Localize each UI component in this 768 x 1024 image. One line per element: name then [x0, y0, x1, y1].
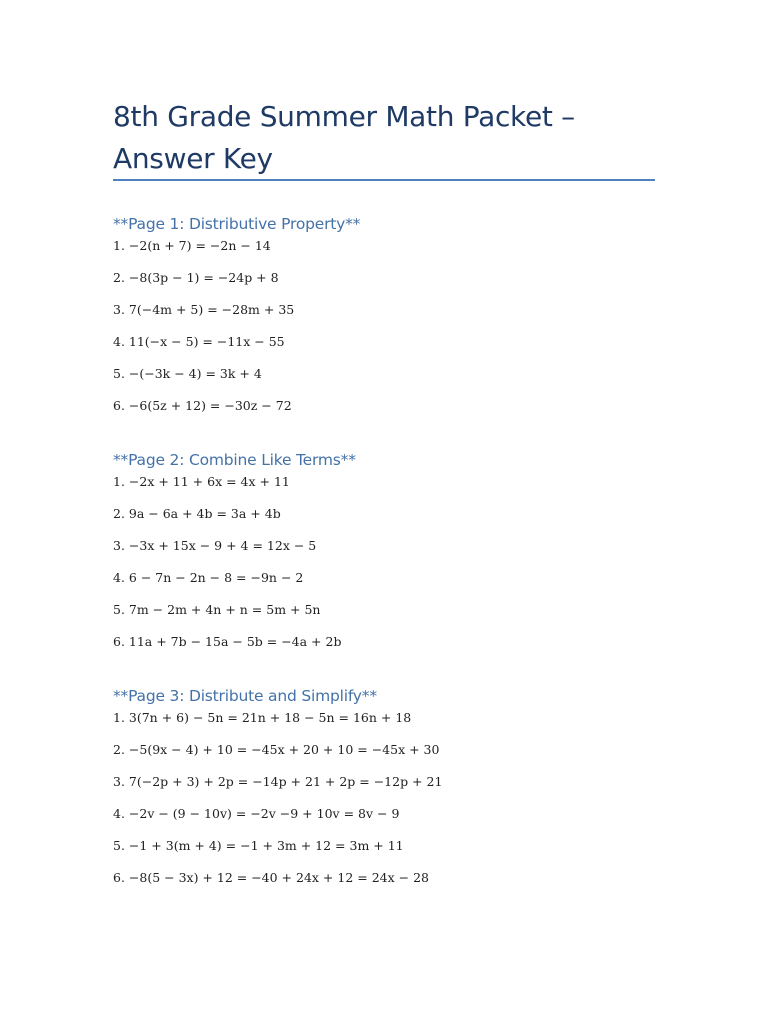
answer-item: 4. 6 − 7n − 2n − 8 = −9n − 2	[113, 570, 304, 585]
answer-item: 4. 11(−x − 5) = −11x − 55	[113, 334, 285, 349]
answer-item: 2. −8(3p − 1) = −24p + 8	[113, 270, 279, 285]
answer-item: 4. −2v − (9 − 10v) = −2v −9 + 10v = 8v − 9	[113, 806, 400, 821]
section-distributive-property	[113, 212, 673, 428]
answer-item: 6. 11a + 7b − 15a − 5b = −4a + 2b	[113, 634, 342, 649]
answer-item: 6. −8(5 − 3x) + 12 = −40 + 24x + 12 = 24x − 28	[113, 870, 429, 885]
section-heading: **Page 3: Distribute and Simplify**	[113, 687, 377, 705]
answer-item: 6. −6(5z + 12) = −30z − 72	[113, 398, 292, 413]
answer-item: 5. −(−3k − 4) = 3k + 4	[113, 366, 262, 381]
answer-item: 1. 3(7n + 6) − 5n = 21n + 18 − 5n = 16n + 18	[113, 710, 412, 725]
section-combine-like-terms	[113, 448, 673, 664]
answer-list	[113, 236, 673, 428]
answer-item: 1. −2x + 11 + 6x = 4x + 11	[113, 474, 290, 489]
answer-item: 3. 7(−4m + 5) = −28m + 35	[113, 302, 295, 317]
answer-list	[113, 708, 673, 900]
section-heading: **Page 2: Combine Like Terms**	[113, 451, 356, 469]
section-heading: **Page 1: Distributive Property**	[113, 215, 361, 233]
section-distribute-and-simplify	[113, 684, 673, 900]
answer-item: 2. 9a − 6a + 4b = 3a + 4b	[113, 506, 281, 521]
answer-item: 3. 7(−2p + 3) + 2p = −14p + 21 + 2p = −12p + 21	[113, 774, 443, 789]
answer-item: 5. 7m − 2m + 4n + n = 5m + 5n	[113, 602, 321, 617]
answer-item: 3. −3x + 15x − 9 + 4 = 12x − 5	[113, 538, 317, 553]
answer-item: 1. −2(n + 7) = −2n − 14	[113, 238, 271, 253]
answer-item: 5. −1 + 3(m + 4) = −1 + 3m + 12 = 3m + 11	[113, 838, 404, 853]
document-title: 8th Grade Summer Math Packet – Answer Key	[113, 100, 575, 175]
title-underline	[113, 179, 655, 181]
answer-list	[113, 472, 673, 664]
answer-item: 2. −5(9x − 4) + 10 = −45x + 20 + 10 = −45x + 30	[113, 742, 440, 757]
